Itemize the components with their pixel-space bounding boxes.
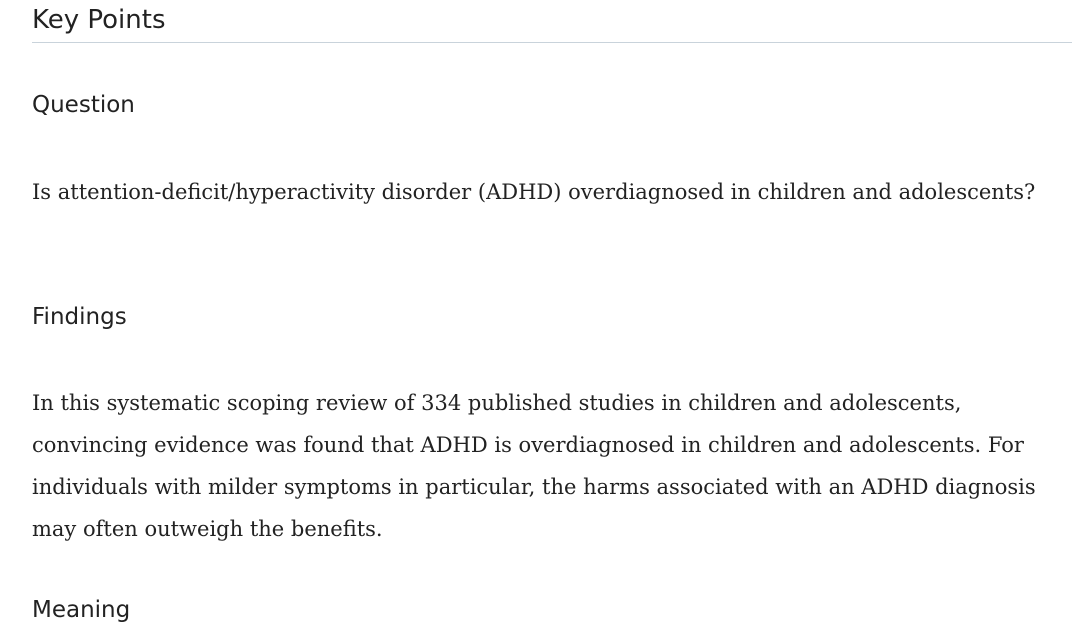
question-heading: Question (32, 92, 135, 118)
meaning-heading: Meaning (32, 597, 131, 623)
key-points-header (32, 0, 1072, 43)
findings-heading: Findings (32, 304, 127, 330)
key-points-title: Key Points (32, 5, 166, 35)
question-text: Is attention-deficit/hyperactivity disorder (ADHD) overdiagnosed in children and adolescents? (32, 180, 1036, 204)
findings-text: In this systematic scoping review of 334 published studies in children and adolescents, convincing evidence was found that ADHD is overdiagnosed in children and adolescents. For individuals with milder symptoms in particular, the harms associated with an ADHD diagnosis may often outweigh the benefits. (32, 391, 1036, 541)
